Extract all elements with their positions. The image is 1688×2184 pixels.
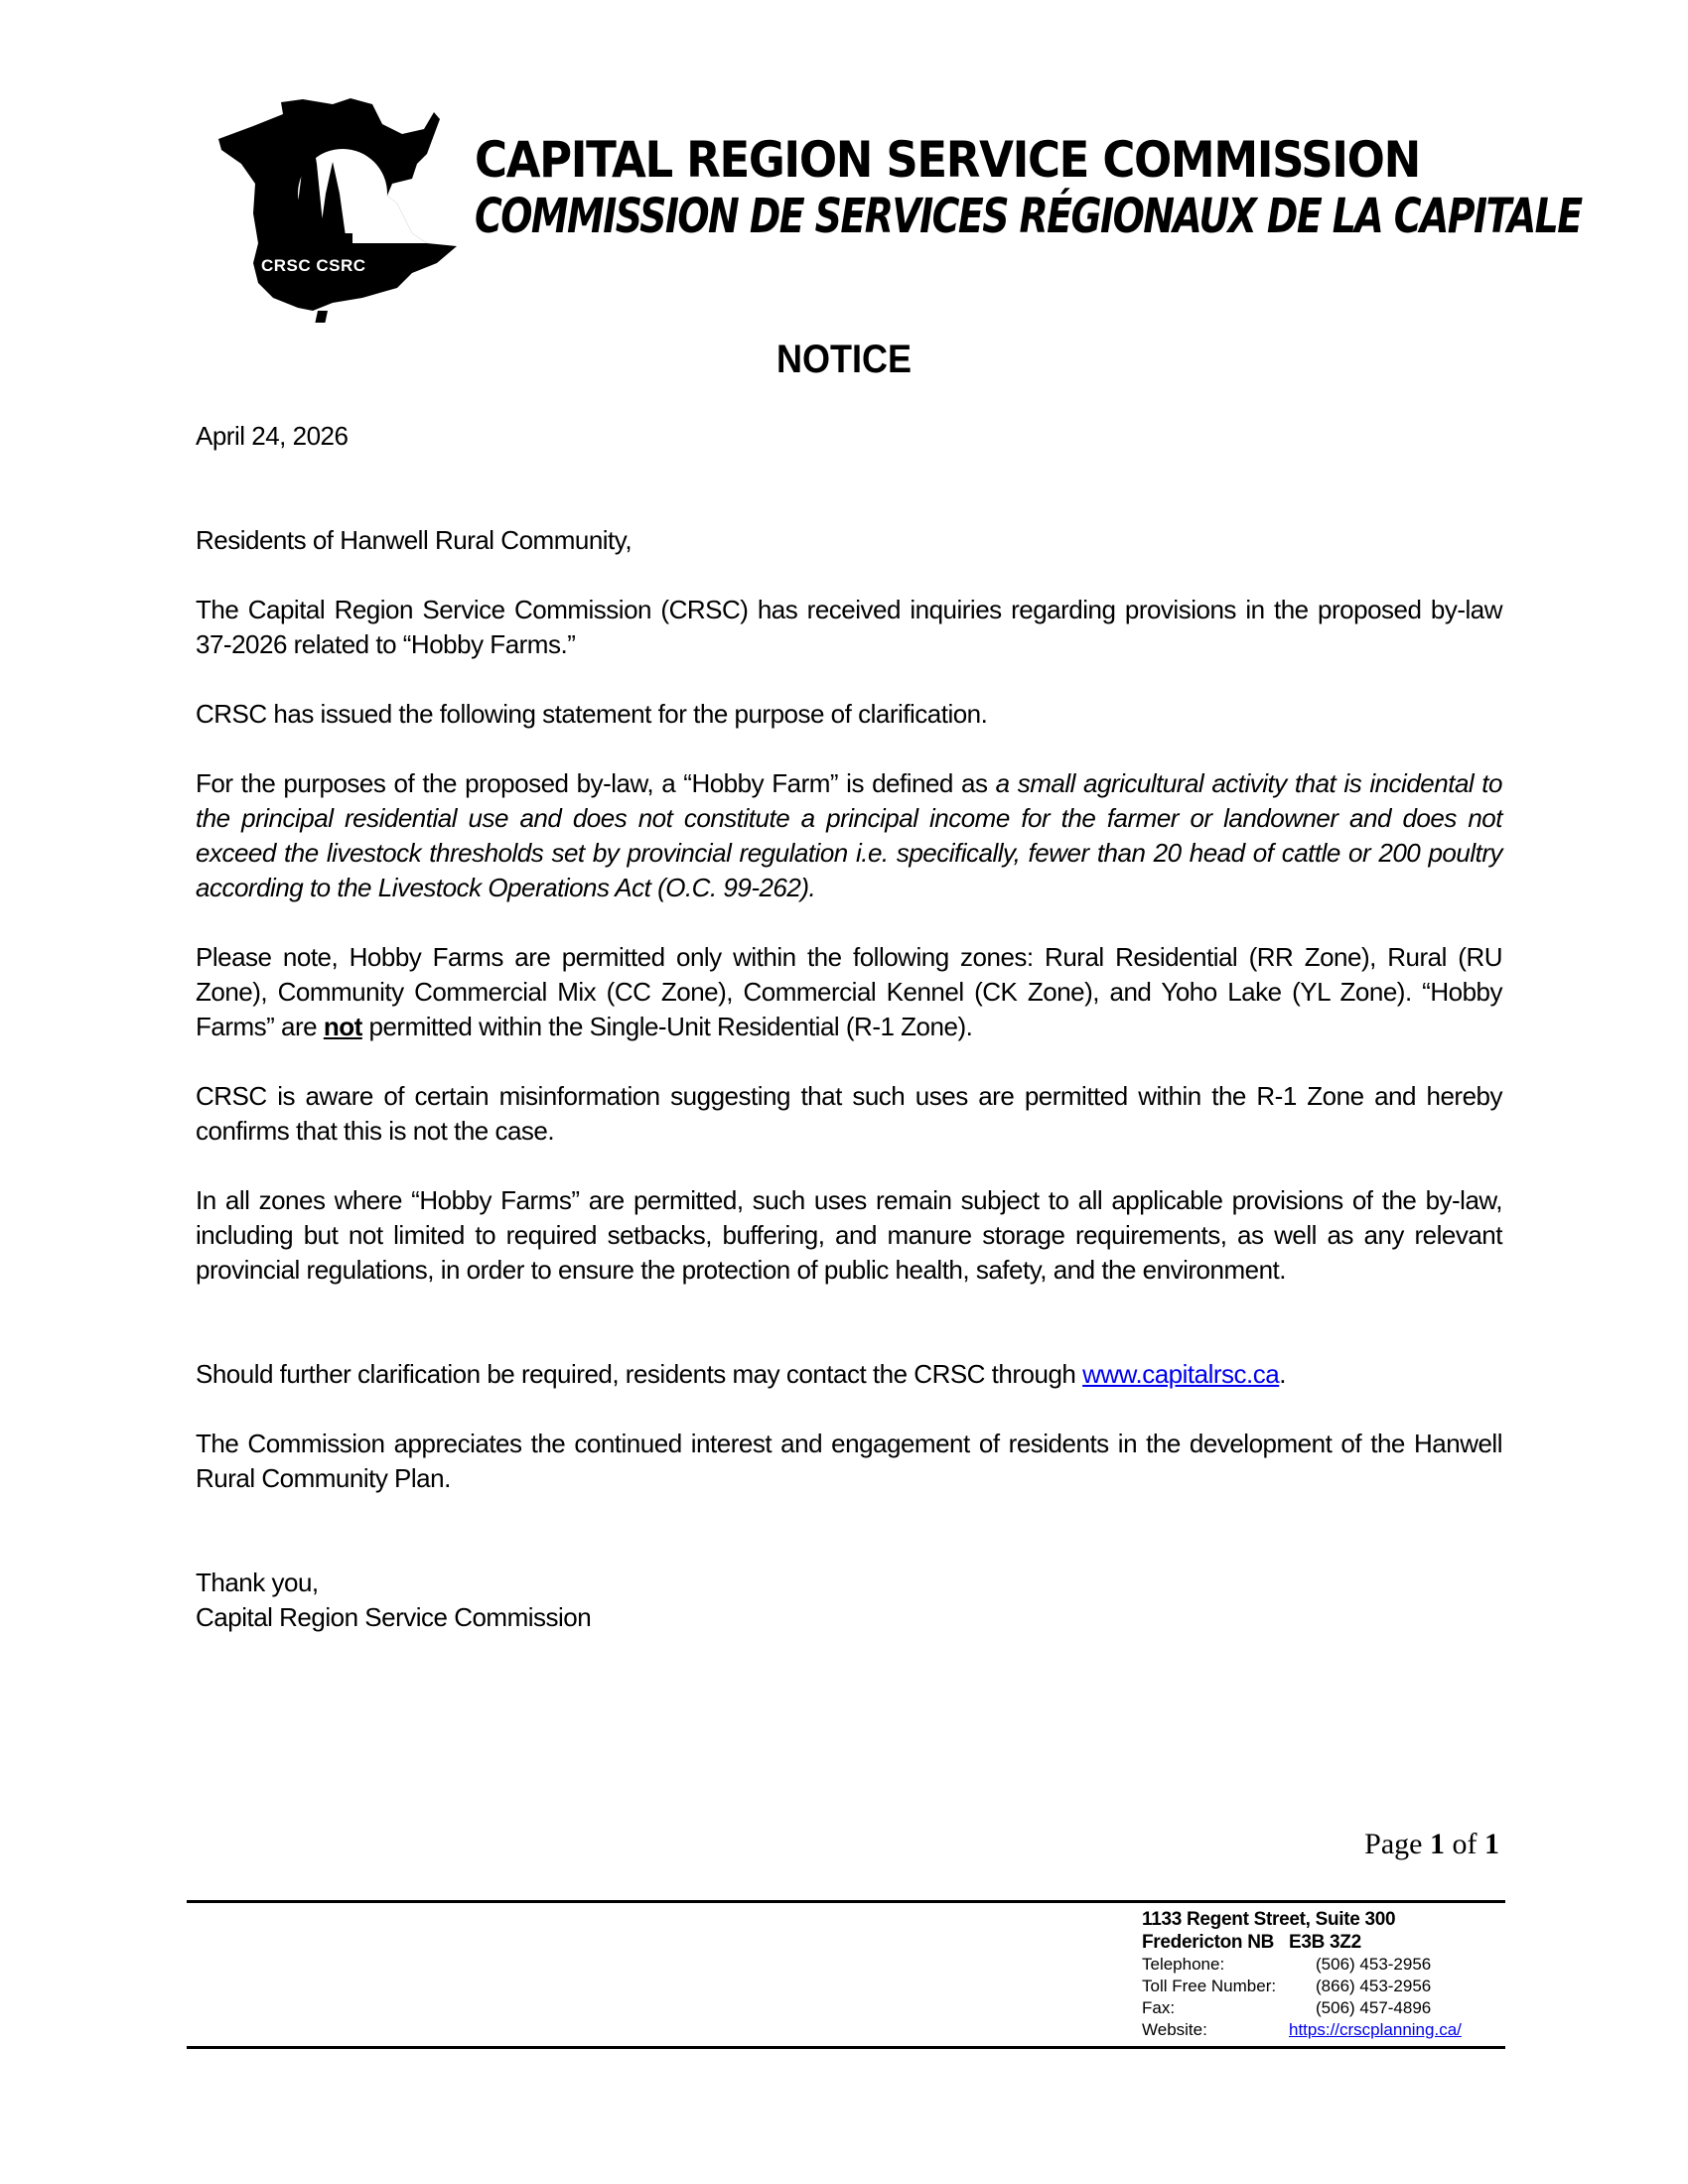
- website-link[interactable]: https://crscplanning.ca/: [1289, 2020, 1462, 2039]
- footer-address-block: [1142, 1908, 1504, 2041]
- paragraph-definition: [196, 766, 1502, 905]
- tollfree-label: Toll Free Number:: [1142, 1977, 1277, 1995]
- closing: Thank you,: [196, 1568, 319, 1597]
- contact-text: Should further clarification be required, residents may contact the CRSC through: [196, 1359, 1083, 1389]
- website-row: [1142, 2019, 1504, 2041]
- zones-text-end: permitted within the Single-Unit Residential (R-1 Zone).: [361, 1012, 973, 1041]
- tollfree-value: (866) 453-2956: [1316, 1977, 1432, 1995]
- organization-name: [475, 131, 1582, 244]
- signature: Capital Region Service Commission: [196, 1602, 592, 1632]
- fax-row: [1142, 1997, 1504, 2019]
- hobby-farm-definition: a small agricultural activity that is incidental to the principal residential use and does not constitute a principal income for the farmer or landowner and does not exceed the livestock thresholds set by provincial regulation i.e. specifically, fewer than 20 head of cattle or 200 poultry according to the Livestock Operations Act (O.C. 99-262).: [196, 768, 1502, 902]
- telephone-row: [1142, 1954, 1504, 1976]
- paragraph-zones: [196, 940, 1502, 1044]
- fax-value: (506) 457-4896: [1316, 1998, 1432, 2017]
- crsc-logo: [213, 94, 462, 323]
- definition-intro: For the purposes of the proposed by-law, a “Hobby Farm” is defined as: [196, 768, 996, 798]
- paragraph-provisions: In all zones where “Hobby Farms” are permitted, such uses remain subject to all applicable provisions of the by-law, including but not limited to required setbacks, buffering, and manure storage requirements, as well as any relevant provincial regulations, in order to ensure the protection of public health, safety, and the environment.: [196, 1185, 1502, 1285]
- paragraph-misinformation: CRSC is aware of certain misinformation suggesting that such uses are permitted within the R-1 Zone and hereby confirms that this is not the case.: [196, 1081, 1502, 1146]
- address-line-2: Fredericton NB E3B 3Z2: [1142, 1932, 1361, 1953]
- not-emphasis: not: [323, 1012, 362, 1041]
- province-map-icon: [213, 94, 462, 323]
- notice-title: NOTICE: [775, 338, 913, 381]
- logo-text: CRSC CSRC: [261, 256, 366, 275]
- contact-period: .: [1279, 1359, 1286, 1389]
- tollfree-row: [1142, 1976, 1504, 1997]
- paragraph-statement: CRSC has issued the following statement for the purpose of clarification.: [196, 699, 988, 729]
- notice-date: April 24, 2026: [196, 421, 349, 451]
- page-of: of: [1452, 1828, 1477, 1860]
- footer-bottom-divider: [187, 2046, 1505, 2049]
- salutation: Residents of Hanwell Rural Community,: [196, 525, 633, 555]
- page-current: 1: [1430, 1828, 1445, 1860]
- address-line-1: 1133 Regent Street, Suite 300: [1142, 1909, 1396, 1930]
- page-number: [1340, 1827, 1499, 1862]
- telephone-value: (506) 453-2956: [1316, 1955, 1432, 1974]
- capitalrsc-link[interactable]: www.capitalrsc.ca: [1082, 1359, 1280, 1389]
- paragraph-inquiries: The Capital Region Service Commission (CRSC) has received inquiries regarding provisions in the proposed by-law 37-2026 related to “Hobby Farms.”: [196, 595, 1502, 659]
- footer-top-divider: [187, 1900, 1505, 1903]
- paragraph-appreciation: The Commission appreciates the continued interest and engagement of residents in the development of the Hanwell Rural Community Plan.: [196, 1429, 1502, 1493]
- page-label: Page: [1364, 1828, 1423, 1860]
- org-name-en: CAPITAL REGION SERVICE COMMISSION: [475, 131, 1420, 189]
- website-label: Website:: [1142, 2020, 1207, 2039]
- org-name-fr: COMMISSION DE SERVICES RÉGIONAUX DE LA CAPITALE: [475, 189, 1582, 244]
- page-total: 1: [1484, 1828, 1499, 1860]
- zones-text: Please note, Hobby Farms are permitted only within the following zones: Rural Residential (RR Zone), Rural (RU Zone), Community Commercial Mix (CC Zone), Commercial Kennel (CK Zone), and Yoho Lake (YL Zone). “Hobby Farms” are: [196, 942, 1502, 1041]
- fax-label: Fax:: [1142, 1998, 1176, 2017]
- telephone-label: Telephone:: [1142, 1955, 1225, 1974]
- paragraph-contact: [196, 1357, 1502, 1392]
